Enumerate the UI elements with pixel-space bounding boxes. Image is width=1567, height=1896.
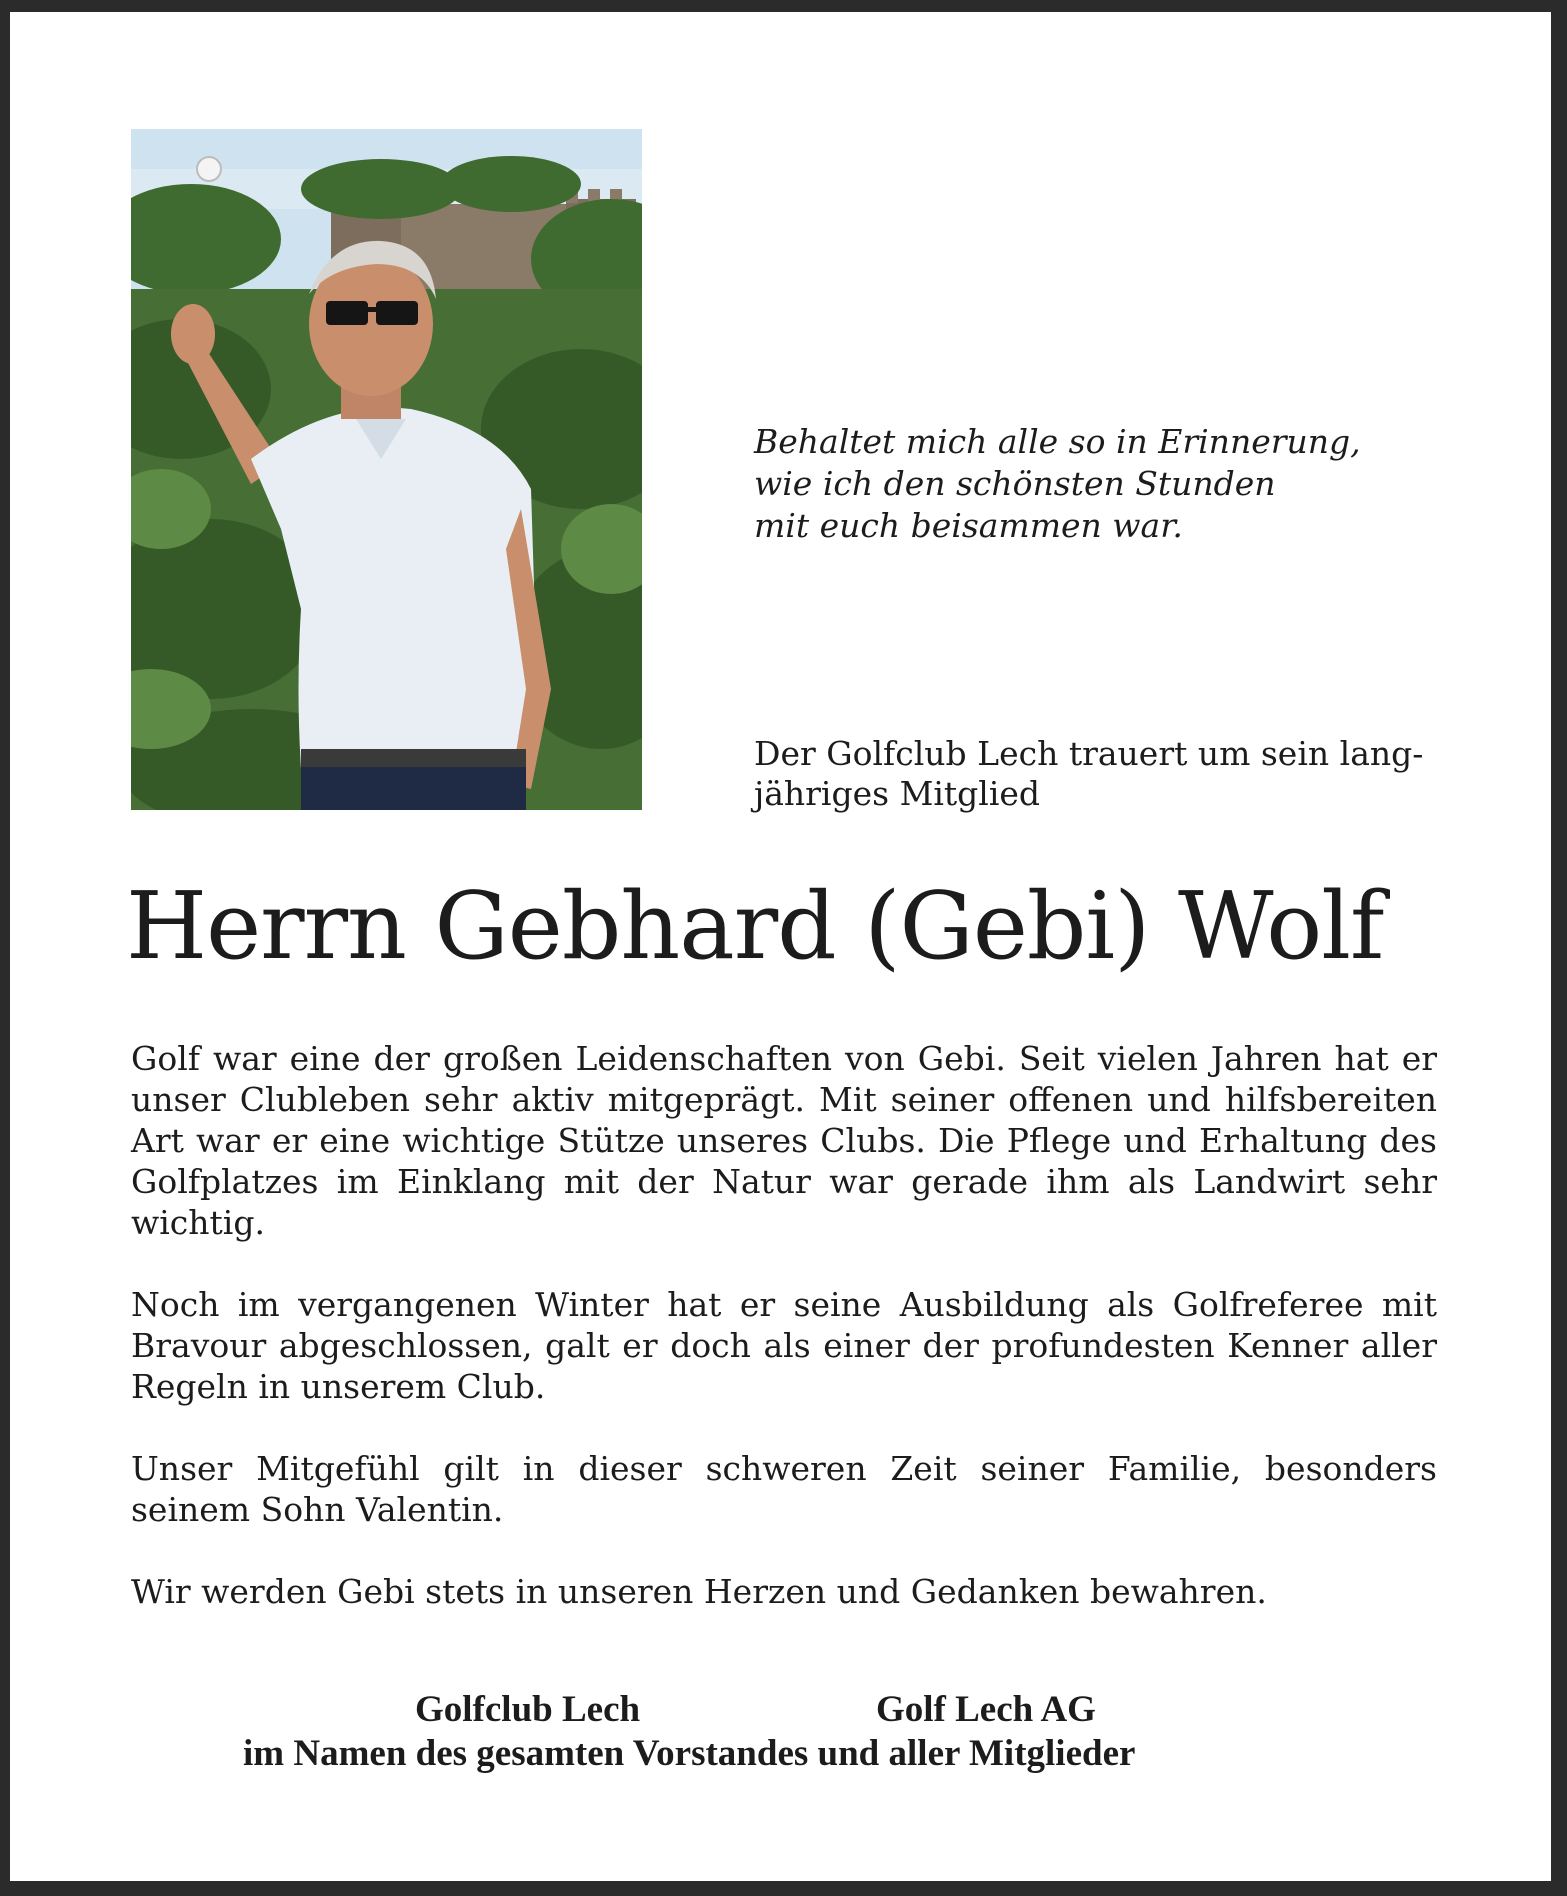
obituary-text xyxy=(131,1038,1437,1612)
obituary-page xyxy=(10,12,1551,1881)
portrait-illustration xyxy=(131,129,642,810)
paragraph: Noch im vergangenen Winter hat er seine Ausbildung als Golfreferee mit Bravour abgeschlossen, galt er doch als einer der profundesten Kenner aller Regeln in unserem Club. xyxy=(131,1285,1437,1406)
paragraph: Unser Mitgefühl gilt in dieser schweren Zeit seiner Familie, besonders seinem Sohn Valentin. xyxy=(131,1449,1437,1529)
paragraph: Golf war eine der großen Leidenschaften von Gebi. Seit vielen Jahren hat er unser Clubleben sehr aktiv mitgeprägt. Mit seiner offenen und hilfsbereiten Art war er eine wichtige Stütze unseres Clubs. Die Pflege und Erhaltung des Golfplatzes im Einklang mit der Natur war gerade ihm als Landwirt sehr wichtig. xyxy=(131,1039,1437,1242)
paragraph: Wir werden Gebi stets in unseren Herzen und Gedanken bewahren. xyxy=(131,1572,1267,1611)
signature-org-golfclub: Golfclub Lech xyxy=(415,1689,641,1730)
quote-line: Behaltet mich alle so in Erinnerung, xyxy=(754,422,1361,461)
portrait-photo xyxy=(131,129,642,810)
memorial-quote xyxy=(754,421,1361,547)
quote-line: wie ich den schönsten Stunden xyxy=(754,464,1276,503)
signature-org-golf-ag: Golf Lech AG xyxy=(876,1689,1096,1730)
deceased-name: Herrn Gebhard (Gebi) Wolf xyxy=(126,872,1384,980)
mourning-intro xyxy=(754,734,1423,814)
signature-line: im Namen des gesamten Vorstandes und aller Mitglieder xyxy=(243,1733,1136,1774)
intro-line: Der Golfclub Lech trauert um sein lang- xyxy=(754,734,1424,773)
intro-line: jähriges Mitglied xyxy=(754,774,1041,813)
golf-ball-icon xyxy=(197,157,221,181)
quote-line: mit euch beisammen war. xyxy=(754,506,1183,545)
